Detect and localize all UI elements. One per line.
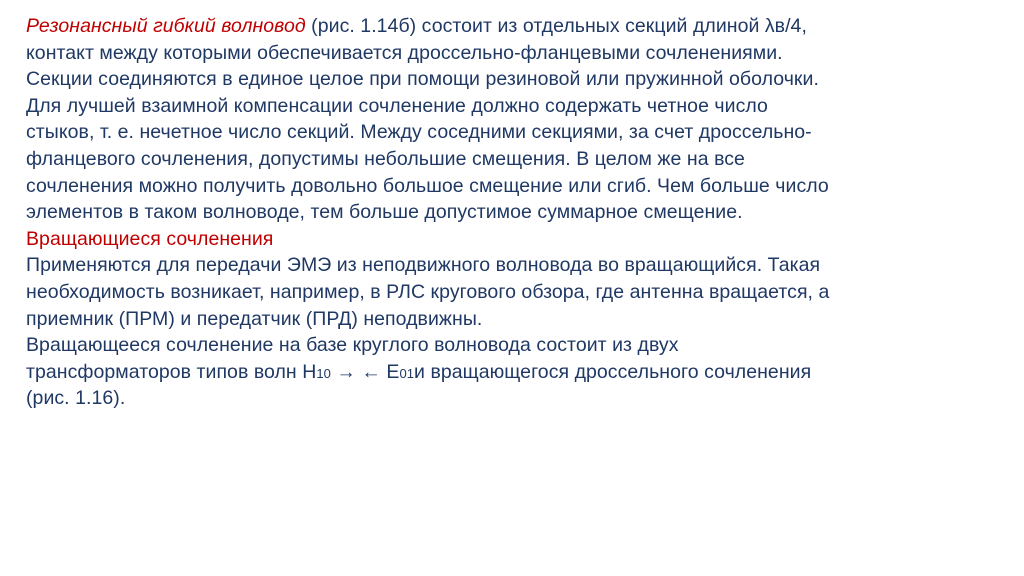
paragraph3-line-2-text-b: → ← Е — [330, 360, 400, 383]
paragraph1-line-7: сочленения можно получить довольно большое смещение или сгиб. Чем больше число — [26, 174, 829, 197]
paragraph1-line-5: стыков, т. е. нечетное число секций. Между соседними секциями, за счет дроссельно- — [26, 121, 812, 144]
mode-index-e01: 01 — [399, 365, 415, 381]
paragraph1-line-6: фланцевого сочленения, допустимы небольшие смещения. В целом же на все — [26, 147, 745, 170]
paragraph1-line-2: контакт между которыми обеспечивается дроссельно-фланцевыми сочленениями. — [26, 41, 783, 64]
paragraph3-line-2 — [26, 359, 1001, 386]
paragraph1-line-4: Для лучшей взаимной компенсации сочленение должно содержать четное число — [26, 94, 768, 117]
text-block — [26, 13, 1001, 412]
paragraph1-line-8: элементов в таком волноводе, тем больше допустимое суммарное смещение. — [26, 201, 743, 224]
paragraph1-line-3: Секции соединяются в единое целое при помощи резиновой или пружинной оболочки. — [26, 68, 819, 91]
paragraph3-line-2-text-c: и вращающегося дроссельного сочленения — [414, 360, 812, 383]
paragraph2-line-1: Применяются для передачи ЭМЭ из неподвижного волновода во вращающийся. Такая — [26, 254, 821, 277]
paragraph2-line-3: приемник (ПРМ) и передатчик (ПРД) неподвижны. — [26, 307, 483, 330]
term-resonant-flexible-waveguide: Резонансный гибкий волновод — [26, 15, 306, 37]
paragraph2-line-2: необходимость возникает, например, в РЛС кругового обзора, где антенна вращается, а — [26, 280, 830, 303]
paragraph1-line-1 — [26, 13, 1001, 40]
mode-index-h10: 10 — [316, 365, 331, 381]
paragraph3-line-2-text-a: трансформаторов типов волн Н — [26, 360, 317, 383]
paragraph3-line-1: Вращающееся сочленение на базе круглого волновода состоит из двух — [26, 334, 679, 357]
paragraph3-line-3: (рис. 1.16). — [26, 387, 126, 410]
section-heading: Вращающиеся сочленения — [26, 227, 274, 250]
paragraph1-line-1-text: (рис. 1.14б) состоит из отдельных секций длиной λв/4, — [305, 15, 807, 37]
